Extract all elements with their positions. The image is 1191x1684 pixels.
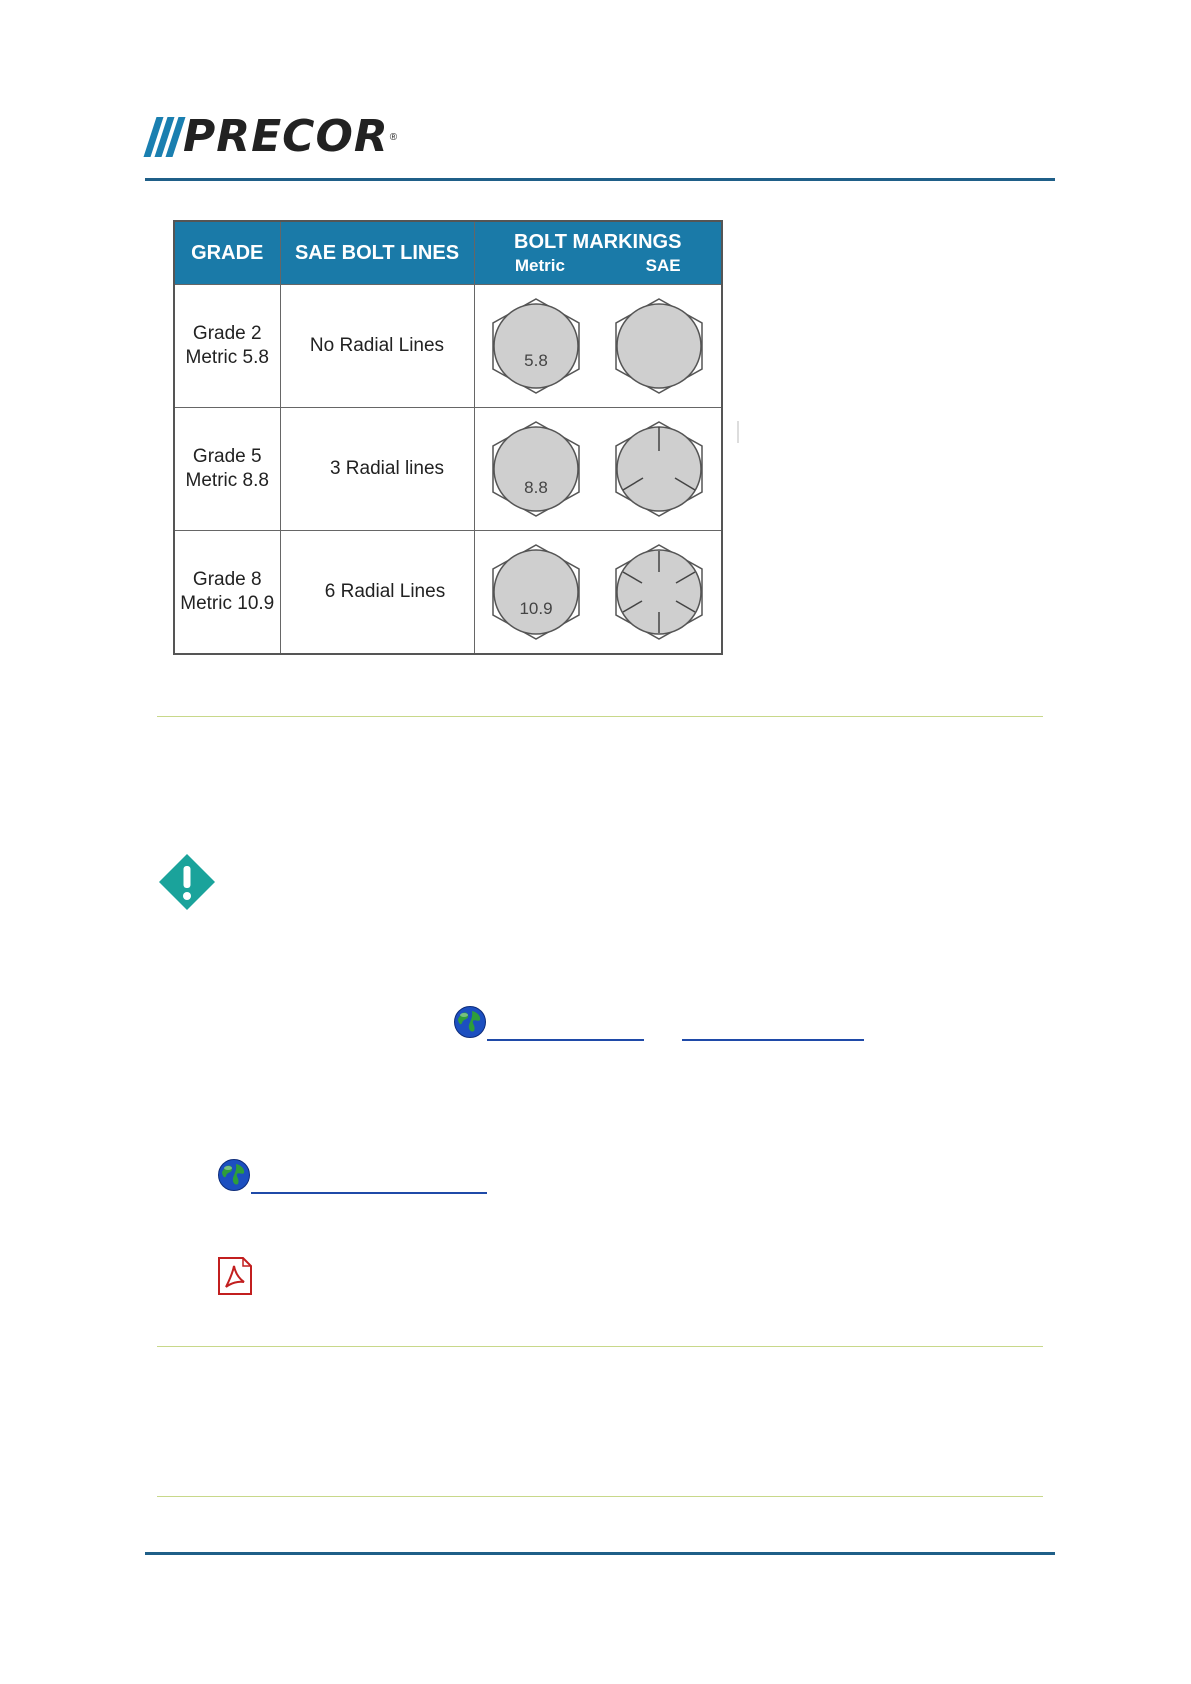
sae-bolt-head-icon xyxy=(613,296,705,396)
globe-icon[interactable] xyxy=(217,1158,251,1192)
header-sae-lines: SAE BOLT LINES xyxy=(280,221,474,285)
sae-lines-cell xyxy=(280,408,474,531)
metric-bolt-head-icon xyxy=(490,542,582,642)
metric-label: Metric 5.8 xyxy=(185,347,269,368)
table-row xyxy=(174,531,722,655)
grade-cell xyxy=(174,285,280,408)
section-separator xyxy=(157,716,1043,717)
header-sae: SAE xyxy=(645,255,681,275)
table-row xyxy=(174,285,722,408)
footer-rule xyxy=(145,1552,1055,1555)
header-markings-title: BOLT MARKINGS xyxy=(514,230,682,253)
metric-bolt-head-icon xyxy=(490,296,582,396)
link-underline[interactable] xyxy=(251,1192,487,1194)
sae-lines-text: No Radial Lines xyxy=(309,335,445,356)
metric-mark-text: 10.9 xyxy=(519,599,553,618)
metric-label: Metric 8.8 xyxy=(185,470,269,491)
sae-lines-text: 3 Radial lines xyxy=(329,458,445,479)
section-separator xyxy=(157,1496,1043,1497)
header-metric: Metric xyxy=(514,255,565,275)
metric-bolt-head-icon xyxy=(490,419,582,519)
sae-lines-text: 6 Radial Lines xyxy=(324,581,446,602)
bolt-grade-table xyxy=(173,220,723,655)
pdf-icon[interactable] xyxy=(217,1257,253,1295)
markings-cell xyxy=(474,285,722,408)
markings-cell xyxy=(474,531,722,655)
sae-lines-cell xyxy=(280,285,474,408)
warning-diamond-icon xyxy=(158,853,216,911)
sae-lines-cell xyxy=(280,531,474,655)
metric-label: Metric 10.9 xyxy=(180,593,275,614)
grade-cell xyxy=(174,531,280,655)
metric-mark-text: 5.8 xyxy=(524,351,548,370)
markings-cell xyxy=(474,408,722,531)
registered-mark: ® xyxy=(389,131,398,143)
header-bolt-markings xyxy=(474,221,722,285)
section-separator xyxy=(157,1346,1043,1347)
scan-artifact xyxy=(737,421,739,443)
table-header-row xyxy=(174,221,722,285)
sae-bolt-head-icon xyxy=(613,542,705,642)
metric-mark-text: 8.8 xyxy=(524,478,548,497)
precor-logo xyxy=(150,111,398,162)
header-rule xyxy=(145,178,1055,181)
link-underline[interactable] xyxy=(487,1039,644,1041)
link-underline[interactable] xyxy=(682,1039,864,1041)
grade-label: Grade 2 xyxy=(192,323,262,344)
sae-bolt-head-icon xyxy=(613,419,705,519)
grade-label: Grade 5 xyxy=(192,446,262,467)
globe-icon[interactable] xyxy=(453,1005,487,1039)
header-grade: GRADE xyxy=(174,221,280,285)
grade-cell xyxy=(174,408,280,531)
logo-text: PRECOR xyxy=(183,111,389,162)
grade-label: Grade 8 xyxy=(192,569,262,590)
logo-stripes xyxy=(150,117,179,157)
table-row xyxy=(174,408,722,531)
